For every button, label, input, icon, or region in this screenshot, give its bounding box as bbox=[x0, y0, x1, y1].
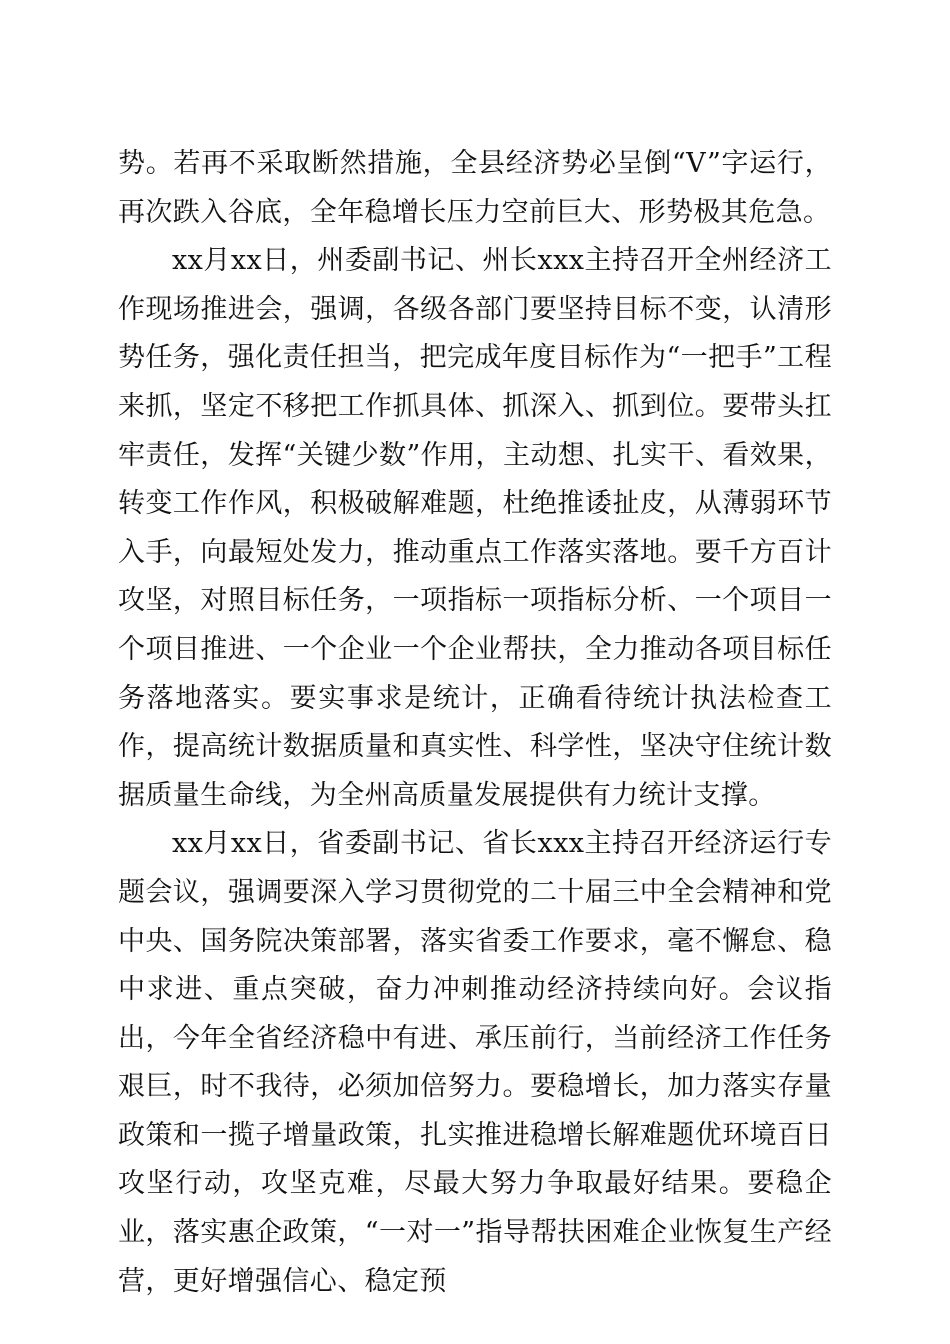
paragraph-prefecture-meeting: xx月xx日，州委副书记、州长xxx主持召开全州经济工作现场推进会，强调，各级各部门要坚持目标不变，认清形势任务，强化责任担当，把完成年度目标作为“一把手”工程来抓，坚定不移把工作抓具体、抓深入、抓到位。要带头扛牢责任，发挥“关键少数”作用，主动想、扎实干、看效果，转变工作作风，积极破解难题，杜绝推诿扯皮，从薄弱环节入手，向最短处发力，推动重点工作落实落地。要千方百计攻坚，对照目标任务，一项指标一项指标分析、一个项目一个项目推进、一个企业一个企业帮扶，全力推动各项目标任务落地落实。要实事求是统计，正确看待统计执法检查工作，提高统计数据质量和真实性、科学性，坚决守住统计数据质量生命线，为全州高质量发展提供有力统计支撑。 bbox=[118, 245, 832, 811]
paragraph-provincial-meeting: xx月xx日，省委副书记、省长xxx主持召开经济运行专题会议，强调要深入学习贯彻党的二十届三中全会精神和党中央、国务院决策部署，落实省委工作要求，毫不懈怠、稳中求进、重点突破，奋力冲刺推动经济持续向好。会议指出，今年全省经济稳中有进、承压前行，当前经济工作任务艰巨，时不我待，必须加倍努力。要稳增长，加力落实存量政策和一揽子增量政策，扎实推进稳增长解难题优环境百日攻坚行动，攻坚克难，尽最大努力争取最好结果。要稳企业，落实惠企政策，“一对一”指导帮扶困难企业恢复生产经营，更好增强信心、稳定预 bbox=[118, 828, 832, 1297]
paragraph-continuation: 势。若再不采取断然措施，全县经济势必呈倒“V”字运行，再次跌入谷底，全年稳增长压力空前巨大、形势极其危急。 bbox=[118, 148, 832, 228]
document-body bbox=[118, 140, 832, 1306]
